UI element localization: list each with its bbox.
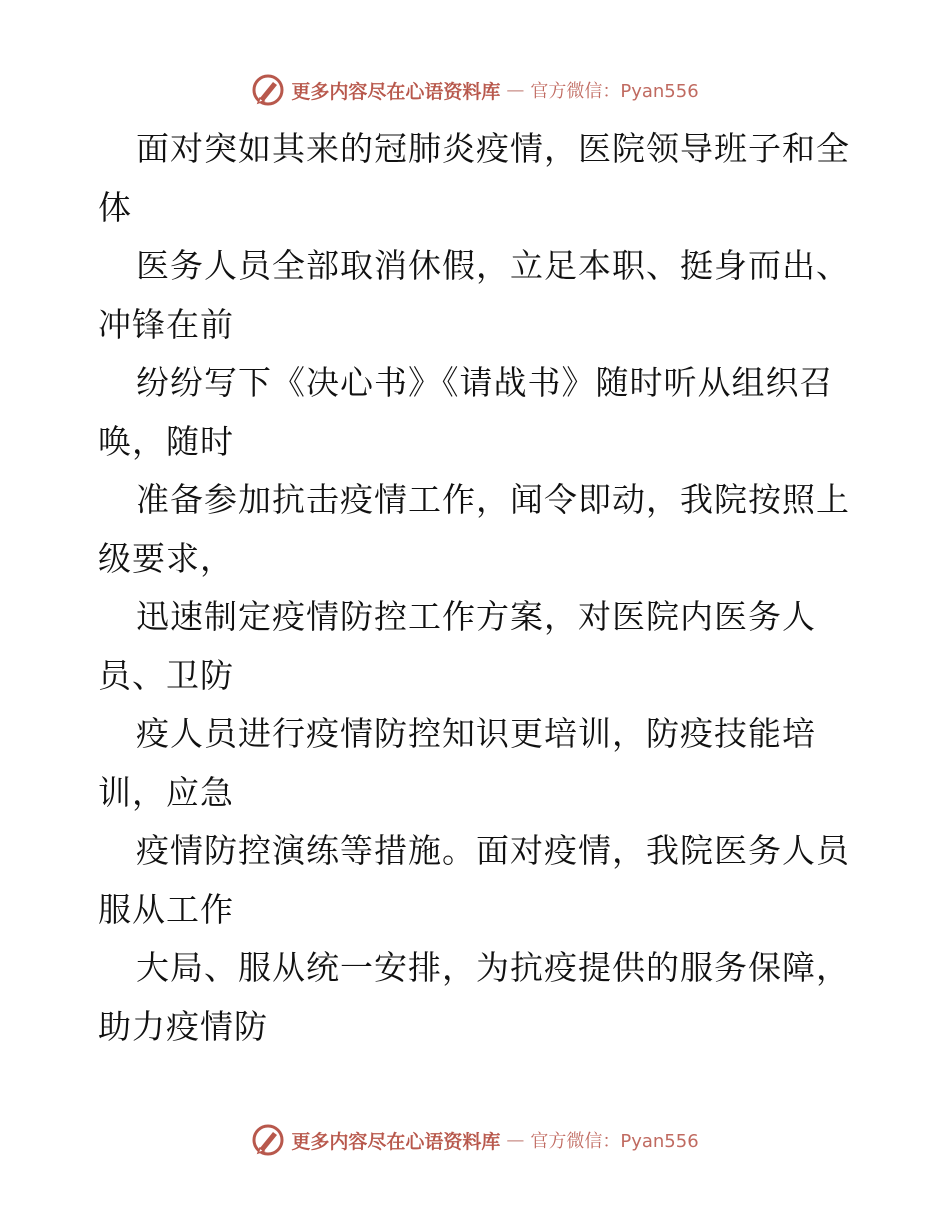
- text-line: 准备参加抗击疫情工作，闻令即动，我院按照上: [136, 480, 850, 519]
- text-line: 疫情防控演练等措施。面对疫情，我院医务人员: [136, 831, 850, 870]
- header-wechat-info: 官方微信：Pyan556: [530, 81, 699, 102]
- header-site-name: 更多内容尽在心语资料库: [291, 80, 501, 103]
- text-line: 唤，随时: [98, 421, 234, 461]
- text-line: 迅速制定疫情防控工作方案，对医院内医务人: [136, 597, 816, 636]
- header-watermark: [0, 70, 950, 110]
- document-body: [98, 120, 858, 1056]
- pen-logo-icon: [251, 73, 285, 107]
- text-line: 冲锋在前: [98, 304, 234, 344]
- text-line: 级要求，: [98, 538, 234, 578]
- header-separator: —: [506, 79, 525, 101]
- text-line: 训，应急: [98, 772, 234, 812]
- pen-logo-icon: [251, 1123, 285, 1157]
- text-line: 服从工作: [98, 889, 234, 929]
- footer-separator: —: [506, 1129, 525, 1151]
- footer-site-name: 更多内容尽在心语资料库: [291, 1130, 501, 1153]
- footer-watermark: [0, 1120, 950, 1160]
- text-line: 大局、服从统一安排，为抗疫提供的服务保障，: [136, 948, 850, 987]
- footer-wechat-info: 官方微信：Pyan556: [530, 1131, 699, 1152]
- text-line: 医务人员全部取消休假，立足本职、挺身而出、: [136, 246, 850, 285]
- text-line: 纷纷写下《决心书》《请战书》随时听从组织召: [136, 363, 834, 402]
- text-line: 助力疫情防: [98, 1006, 268, 1046]
- text-line: 体: [98, 187, 132, 227]
- text-line: 疫人员进行疫情防控知识更培训，防疫技能培: [136, 714, 816, 753]
- text-line: 面对突如其来的冠肺炎疫情，医院领导班子和全: [136, 129, 850, 168]
- text-line: 员、卫防: [98, 655, 234, 695]
